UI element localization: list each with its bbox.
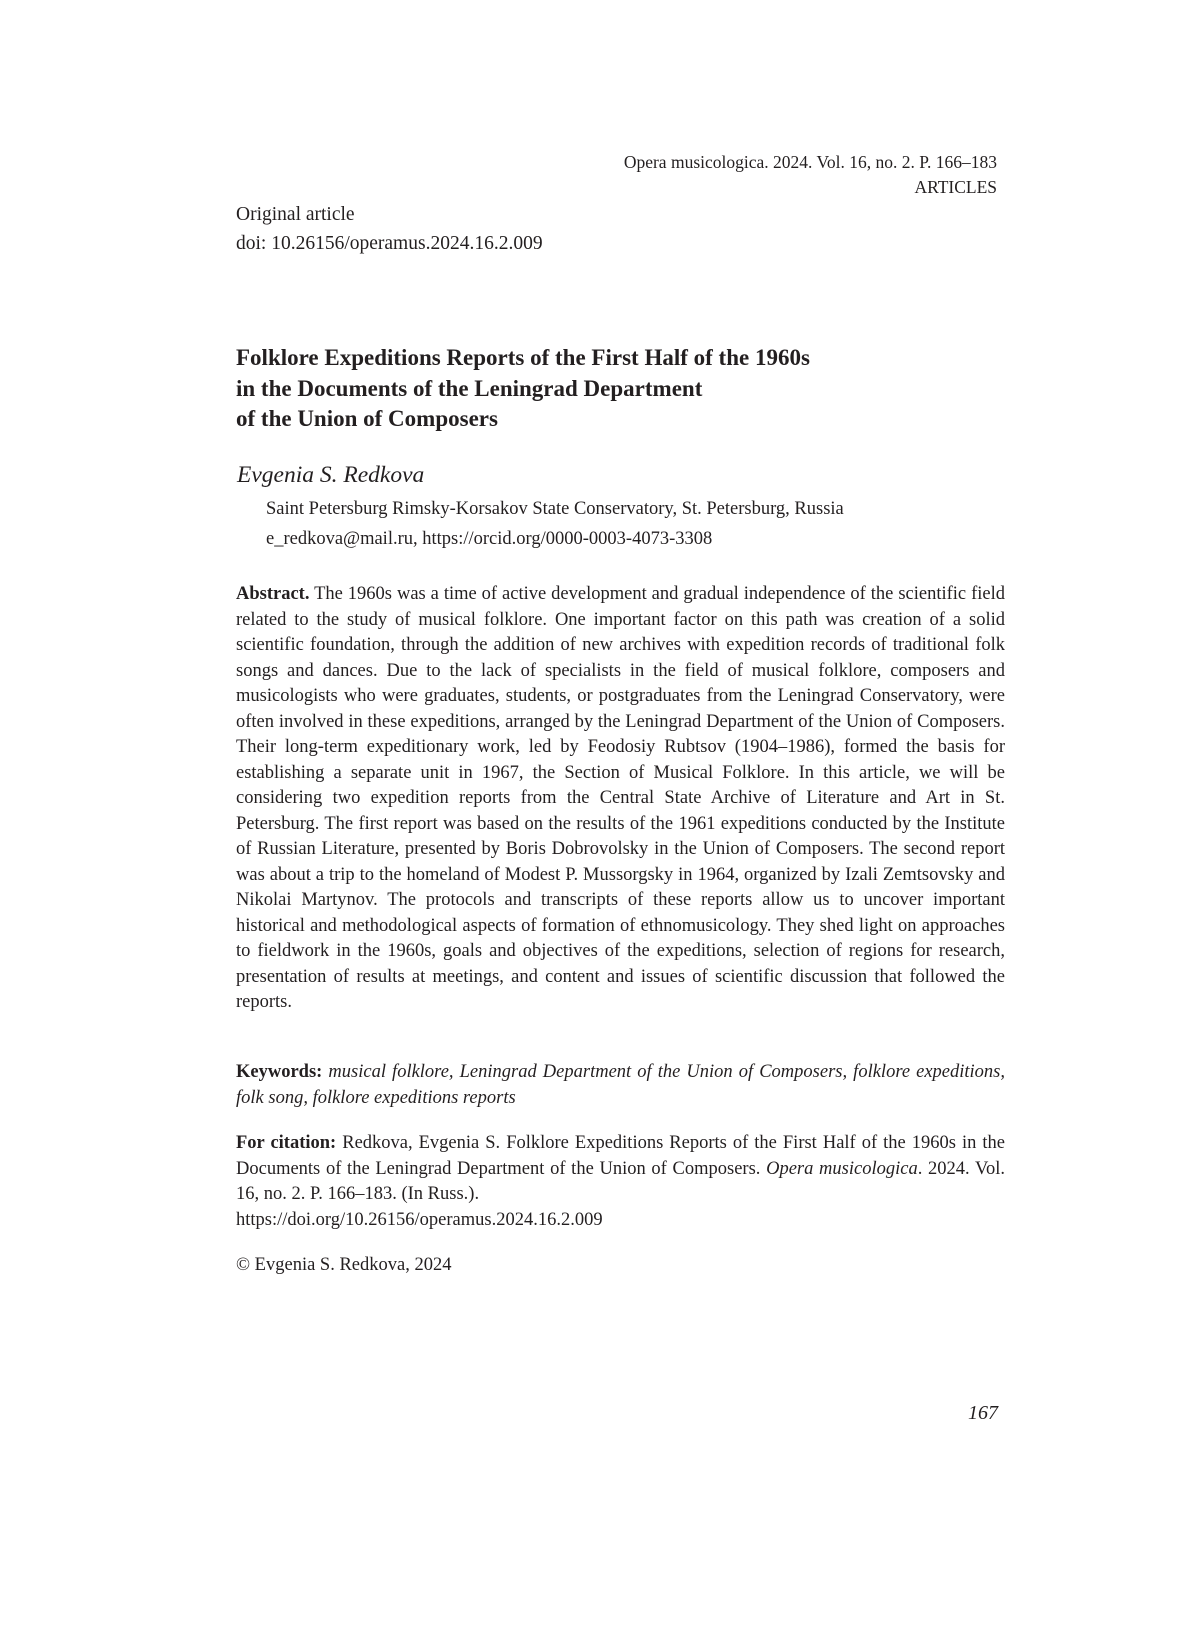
citation [236,1131,1005,1233]
title-line: in the Documents of the Leningrad Department [236,374,996,405]
author-contact: e_redkova@mail.ru, https://orcid.org/0000-0003-4073-3308 [266,524,844,554]
document-page [0,0,1200,1627]
article-type: Original article [236,200,543,229]
article-title [236,343,996,435]
page-number: 167 [968,1400,998,1426]
abstract [236,582,1005,1016]
author-name: Evgenia S. Redkova [237,460,424,490]
keywords-text: musical folklore, Leningrad Department of the Union of Composers, folklore expeditions, folk song, folklore expeditions reports [236,1062,1005,1108]
author-affiliation-block [266,494,844,554]
article-doi: doi: 10.26156/operamus.2024.16.2.009 [236,229,543,258]
citation-url[interactable]: https://doi.org/10.26156/operamus.2024.16.2.009 [236,1210,603,1230]
citation-label: For citation: [236,1133,336,1153]
author-affiliation: Saint Petersburg Rimsky-Korsakov State Conservatory, St. Petersburg, Russia [266,494,844,524]
citation-journal: Opera musicologica [766,1159,918,1179]
title-line: of the Union of Composers [236,404,996,435]
copyright-notice: © Evgenia S. Redkova, 2024 [236,1253,451,1278]
abstract-text: The 1960s was a time of active development and gradual independence of the scientific field related to the study of musical folklore. One important factor on this path was creation of a solid scientific foundation, through the addition of new archives with expedition records of traditional folk songs and dances. Due to the lack of specialists in the field of musical folklore, composers and musicologists who were graduates, students, or postgraduates from the Leningrad Conservatory, were often involved in these expeditions, arranged by the Leningrad Department of the Union of Composers. Their long-term expeditionary work, led by Feodosiy Rubtsov (1904–1986), formed the basis for establishing a separate unit in 1967, the Section of Musical Folklore. In this article, we will be considering two expedition reports from the Central State Archive of Literature and Art in St. Petersburg. The first report was based on the results of the 1961 expeditions conducted by the Institute of Russian Literature, presented by Boris Dobrovolsky in the Union of Composers. The second report was about a trip to the homeland of Modest P. Mussorgsky in 1964, organized by Izali Zemtsovsky and Nikolai Martynov. The protocols and transcripts of these reports allow us to uncover important historical and methodological aspects of formation of ethnomusicology. They shed light on approaches to fieldwork in the 1960s, goals and objectives of the expeditions, selection of regions for research, presentation of results at meetings, and content and issues of scientific discussion that followed the reports. [236,584,1005,1012]
article-meta [236,200,543,258]
running-head [624,150,997,200]
abstract-label: Abstract. [236,584,309,604]
keywords-label: Keywords: [236,1062,322,1082]
title-line: Folklore Expeditions Reports of the First Half of the 1960s [236,343,996,374]
section-label: ARTICLES [624,175,997,200]
citation-details: . 2024. Vol. 16, no. 2. P. 166–183. (In Russ.). [236,1159,1005,1205]
citation-text: Redkova, Evgenia S. Folklore Expeditions Reports of the First Half of the 1960s in the Documents of the Leningrad Department of the Union of Composers. [236,1133,1005,1179]
journal-reference: Opera musicologica. 2024. Vol. 16, no. 2. P. 166–183 [624,150,997,175]
keywords [236,1060,1005,1111]
